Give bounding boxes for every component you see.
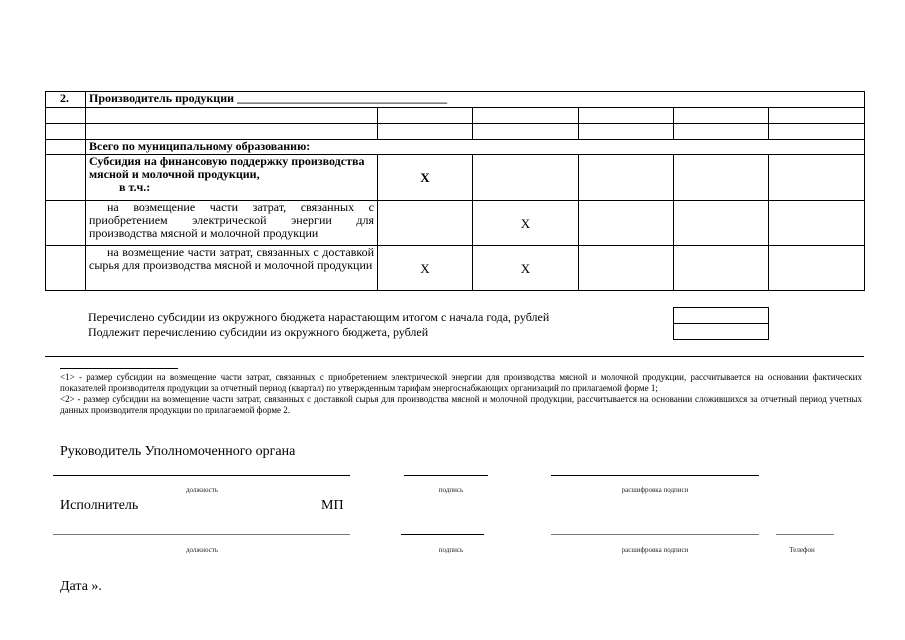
decoding-line-2	[551, 534, 759, 535]
total-label: Всего по муниципальному образованию:	[86, 140, 865, 155]
due-label: Подлежит перечислению субсидии из окружного бюджета, рублей	[88, 325, 429, 339]
divider	[45, 356, 864, 357]
seal-label: МП	[321, 498, 344, 513]
signature-line	[404, 475, 488, 476]
total-row	[46, 140, 865, 155]
subsidy-cell	[86, 155, 378, 201]
due-value-box[interactable]	[673, 323, 769, 340]
phone-line	[776, 534, 834, 535]
position-caption: должность	[185, 486, 219, 494]
delivery-label: на возмещение части затрат, связанных с доставкой сырья для производства мясной и молочной продукции	[86, 246, 378, 291]
subsidy-sub-label: в т.ч.:	[119, 180, 151, 194]
executor-label: Исполнитель	[60, 498, 139, 513]
signature-caption: подпись	[438, 486, 464, 494]
position-line	[53, 475, 350, 476]
position-caption-2: должность	[185, 546, 219, 554]
producer-label: Производитель продукции	[89, 91, 235, 105]
decoding-caption-2: расшифровка подписи	[621, 546, 689, 554]
phone-caption: Телефон	[789, 546, 815, 554]
electric-row	[46, 201, 865, 246]
electric-label: на возмещение части затрат, связанных с приобретением электрической энергии для производства мясной и молочной продукции	[86, 201, 378, 246]
subsidy-table	[45, 91, 865, 291]
signature-line-2	[401, 534, 484, 535]
position-line-2	[53, 534, 350, 535]
producer-cell	[86, 92, 865, 108]
section-number: 2.	[46, 92, 86, 108]
subsidy-label: Субсидия на финансовую поддержку производства мясной и молочной продукции,	[89, 154, 365, 181]
x-mark: X	[473, 246, 579, 291]
producer-blank: ___________________________________	[237, 91, 448, 105]
footnote-2: <2> - размер субсидии на возмещение части затрат, связанных с доставкой сырья для производства мясной и молочной продукции, рассчитывается на основании сложившихся за отчетный период учетных данных производителя продукции по прилагаемой форме 2.	[60, 394, 862, 415]
transferred-value-box[interactable]	[673, 307, 769, 324]
footnote-rule	[60, 368, 178, 369]
head-title: Руководитель Уполномоченного органа	[60, 444, 296, 459]
date-label: Дата ».	[60, 579, 102, 594]
x-mark: X	[473, 201, 579, 246]
delivery-row	[46, 246, 865, 291]
producer-row	[46, 92, 865, 108]
decoding-line	[551, 475, 759, 476]
x-mark: X	[378, 246, 473, 291]
transferred-label: Перечислено субсидии из окружного бюджета нарастающим итогом с начала года, рублей	[88, 310, 550, 324]
decoding-caption: расшифровка подписи	[621, 486, 689, 494]
empty-row	[46, 108, 865, 124]
x-mark: X	[378, 155, 473, 201]
empty-row	[46, 124, 865, 140]
footnotes	[60, 372, 862, 416]
footnote-1: <1> - размер субсидии на возмещение части затрат, связанных с приобретением электрической энергии для производства мясной и молочной продукции, рассчитывается на основании фактических показателей производителя продукции за отчетный период (квартал) по утвержденным тарифам энергоснабжающих организаций по прилагаемой форме 1;	[60, 372, 862, 393]
signature-caption-2: подпись	[438, 546, 464, 554]
subsidy-row	[46, 155, 865, 201]
